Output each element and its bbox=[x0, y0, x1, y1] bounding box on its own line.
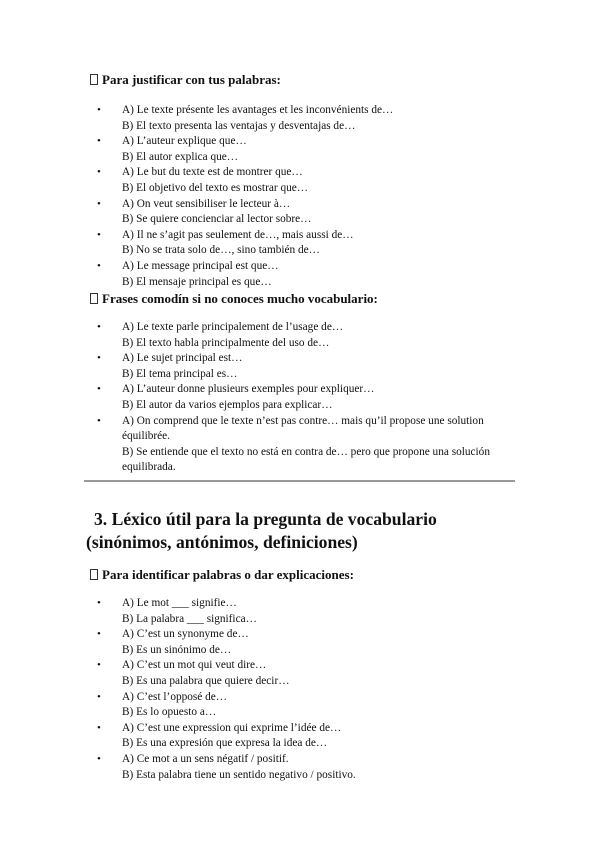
item-es: B) El texto presenta las ventajas y desventajas de… bbox=[122, 119, 356, 132]
checkbox-glyph-icon bbox=[90, 293, 98, 304]
item-fr: • A) Le texte présente les avantages et les inconvénients de… bbox=[122, 104, 394, 116]
item-fr: • A) Le mot ___ signifie… bbox=[122, 597, 237, 609]
list-item bbox=[90, 752, 356, 783]
list-item bbox=[90, 414, 514, 476]
item-es: B) Esta palabra tiene un sentido negativo / positivo. bbox=[122, 768, 356, 781]
list-item bbox=[90, 382, 514, 413]
item-es: B) Es lo opuesto a… bbox=[122, 706, 217, 719]
item-es: B) El autor da varios ejemplos para explicar… bbox=[122, 398, 333, 411]
list-item bbox=[90, 658, 356, 689]
section-title-line2: (sinónimos, antónimos, definiciones) bbox=[86, 532, 358, 552]
list-identificar bbox=[90, 596, 356, 783]
item-es: B) El tema principal es… bbox=[122, 367, 238, 380]
heading-comodin bbox=[90, 291, 378, 307]
heading-text: Para justificar con tus palabras: bbox=[102, 72, 281, 87]
item-fr: • A) Ce mot a un sens négatif / positif. bbox=[122, 752, 289, 765]
list-item bbox=[90, 165, 393, 196]
item-fr: • A) C’est un synonyme de… bbox=[122, 628, 249, 641]
item-fr: • A) L’auteur donne plusieurs exemples pour expliquer… bbox=[122, 383, 375, 396]
heading-identificar bbox=[90, 567, 354, 583]
section-title-line1: 3. Léxico útil para la pregunta de vocabulario bbox=[94, 509, 437, 529]
item-es: B) Es una expresión que expresa la idea de… bbox=[122, 737, 328, 750]
item-es: B) El mensaje principal es que… bbox=[122, 275, 272, 288]
item-es: B) Es una palabra que quiere decir… bbox=[122, 674, 290, 687]
list-item bbox=[90, 690, 356, 721]
checkbox-glyph-icon bbox=[90, 569, 98, 580]
list-item bbox=[90, 351, 514, 382]
heading-justificar bbox=[90, 72, 281, 88]
item-fr: • A) Le message principal est que… bbox=[122, 259, 279, 272]
list-item bbox=[90, 228, 393, 259]
list-item bbox=[90, 197, 393, 228]
item-es: B) El autor explica que… bbox=[122, 150, 239, 163]
section-title bbox=[86, 508, 437, 554]
list-item bbox=[90, 134, 393, 165]
list-item bbox=[90, 103, 393, 134]
item-es: B) El objetivo del texto es mostrar que… bbox=[122, 181, 309, 194]
item-fr: • A) On veut sensibiliser le lecteur à… bbox=[122, 197, 291, 210]
item-es: B) Es un sinónimo de… bbox=[122, 643, 232, 656]
item-fr: • A) C’est un mot qui veut dire… bbox=[122, 659, 267, 672]
list-item bbox=[90, 259, 393, 290]
item-fr: • A) Le but du texte est de montrer que… bbox=[122, 166, 303, 179]
item-fr: • A) C’est une expression qui exprime l’idée de… bbox=[122, 721, 342, 734]
heading-text: Para identificar palabras o dar explicaciones: bbox=[102, 567, 354, 582]
item-es: B) La palabra ___ significa… bbox=[122, 612, 257, 625]
item-fr: • A) C’est l’opposé de… bbox=[122, 690, 228, 703]
list-item bbox=[90, 721, 356, 752]
item-es: B) Se entiende que el texto no está en contra de… pero que propone una solución equilibrada. bbox=[122, 445, 490, 474]
item-es: B) El texto habla principalmente del uso de… bbox=[122, 336, 330, 349]
list-item bbox=[90, 627, 356, 658]
item-fr: • A) Le texte parle principalement de l’usage de… bbox=[122, 321, 344, 333]
item-fr: • A) Il ne s’agit pas seulement de…, mais aussi de… bbox=[122, 228, 354, 241]
section-divider bbox=[84, 480, 515, 482]
list-item bbox=[90, 596, 356, 627]
list-justificar bbox=[90, 103, 393, 290]
item-es: B) No se trata solo de…, sino también de… bbox=[122, 244, 320, 257]
list-item bbox=[90, 320, 514, 351]
heading-text: Frases comodín si no conoces mucho vocabulario: bbox=[102, 291, 378, 306]
item-fr: • A) L’auteur explique que… bbox=[122, 135, 247, 148]
item-fr: • A) On comprend que le texte n’est pas contre… mais qu’il propose une solution équilibrée. bbox=[122, 414, 484, 443]
list-comodin bbox=[90, 320, 514, 476]
item-fr: • A) Le sujet principal est… bbox=[122, 352, 243, 365]
item-es: B) Se quiere concienciar al lector sobre… bbox=[122, 213, 312, 226]
checkbox-glyph-icon bbox=[90, 74, 98, 85]
